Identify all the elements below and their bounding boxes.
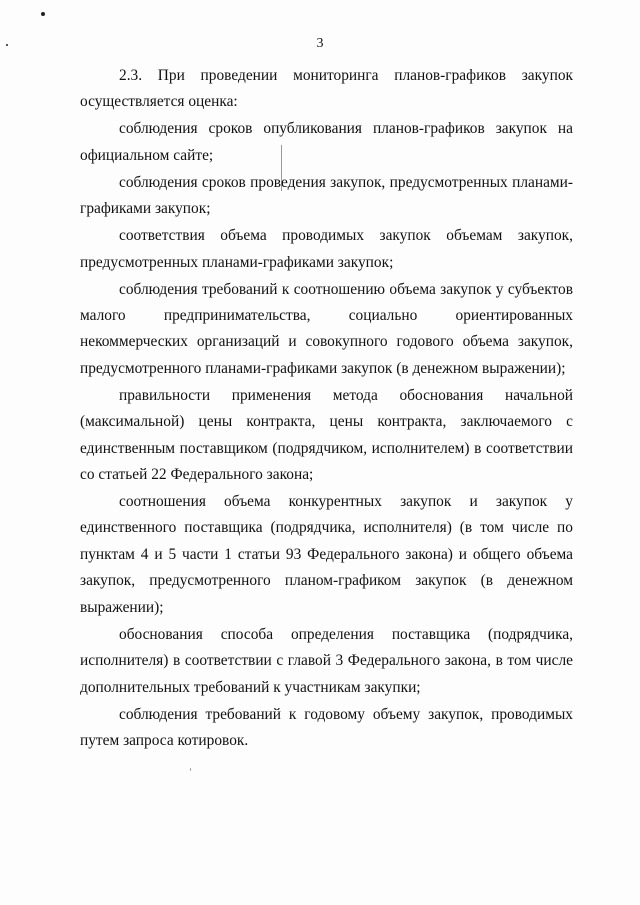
paragraph-competitive-ratio: соотношения объема конкурентных закупок и закупок у единственного поставщика (подрядчика, исполнителя) (в том числе по пунктам 4 и 5 части 1 статьи 93 Федерального закона) и общего объема закупок, предусмотренного планом-графиком закупок (в денежном выражении);: [80, 493, 573, 616]
paragraph-price-method: правильности применения метода обоснования начальной (максимальной) цены контракта, цены контракта, заключаемого с единственным поставщиком (подрядчиком, исполнителем) в соответствии со статьей 22 Федерального закона;: [80, 386, 573, 484]
document-body: [80, 63, 573, 755]
paragraph-2-3-intro: 2.3. При проведении мониторинга планов-графиков закупок осуществляется оценка:: [80, 67, 573, 111]
paragraph-supplier-method: обоснования способа определения поставщика (подрядчика, исполнителя) в соответствии с главой 3 Федерального закона, в том числе дополнительных требований к участникам закупки;: [80, 625, 573, 696]
paragraph-quotation-volume: соблюдения требований к годовому объему закупок, проводимых путем запроса котировок.: [80, 705, 573, 749]
scan-speck: [190, 768, 191, 771]
paragraph-procurement-deadlines: соблюдения сроков проведения закупок, предусмотренных планами-графиками закупок;: [80, 173, 573, 218]
paragraph-volume-conformity: соответствия объема проводимых закупок объемам закупок, предусмотренных планами-графиками закупок;: [80, 227, 573, 271]
paragraph-publication-deadlines: соблюдения сроков опубликования планов-графиков закупок на официальном сайте;: [80, 120, 573, 164]
paragraph-small-business-ratio: соблюдения требований к соотношению объема закупок у субъектов малого предпринимательства, социально ориентированных некоммерческих организаций и совокупного годового объема закупок, предусмотренного планами-графиками закупок (в денежном выражении);: [80, 280, 573, 377]
page-number: 3: [316, 36, 324, 51]
scan-speck: [41, 12, 45, 16]
